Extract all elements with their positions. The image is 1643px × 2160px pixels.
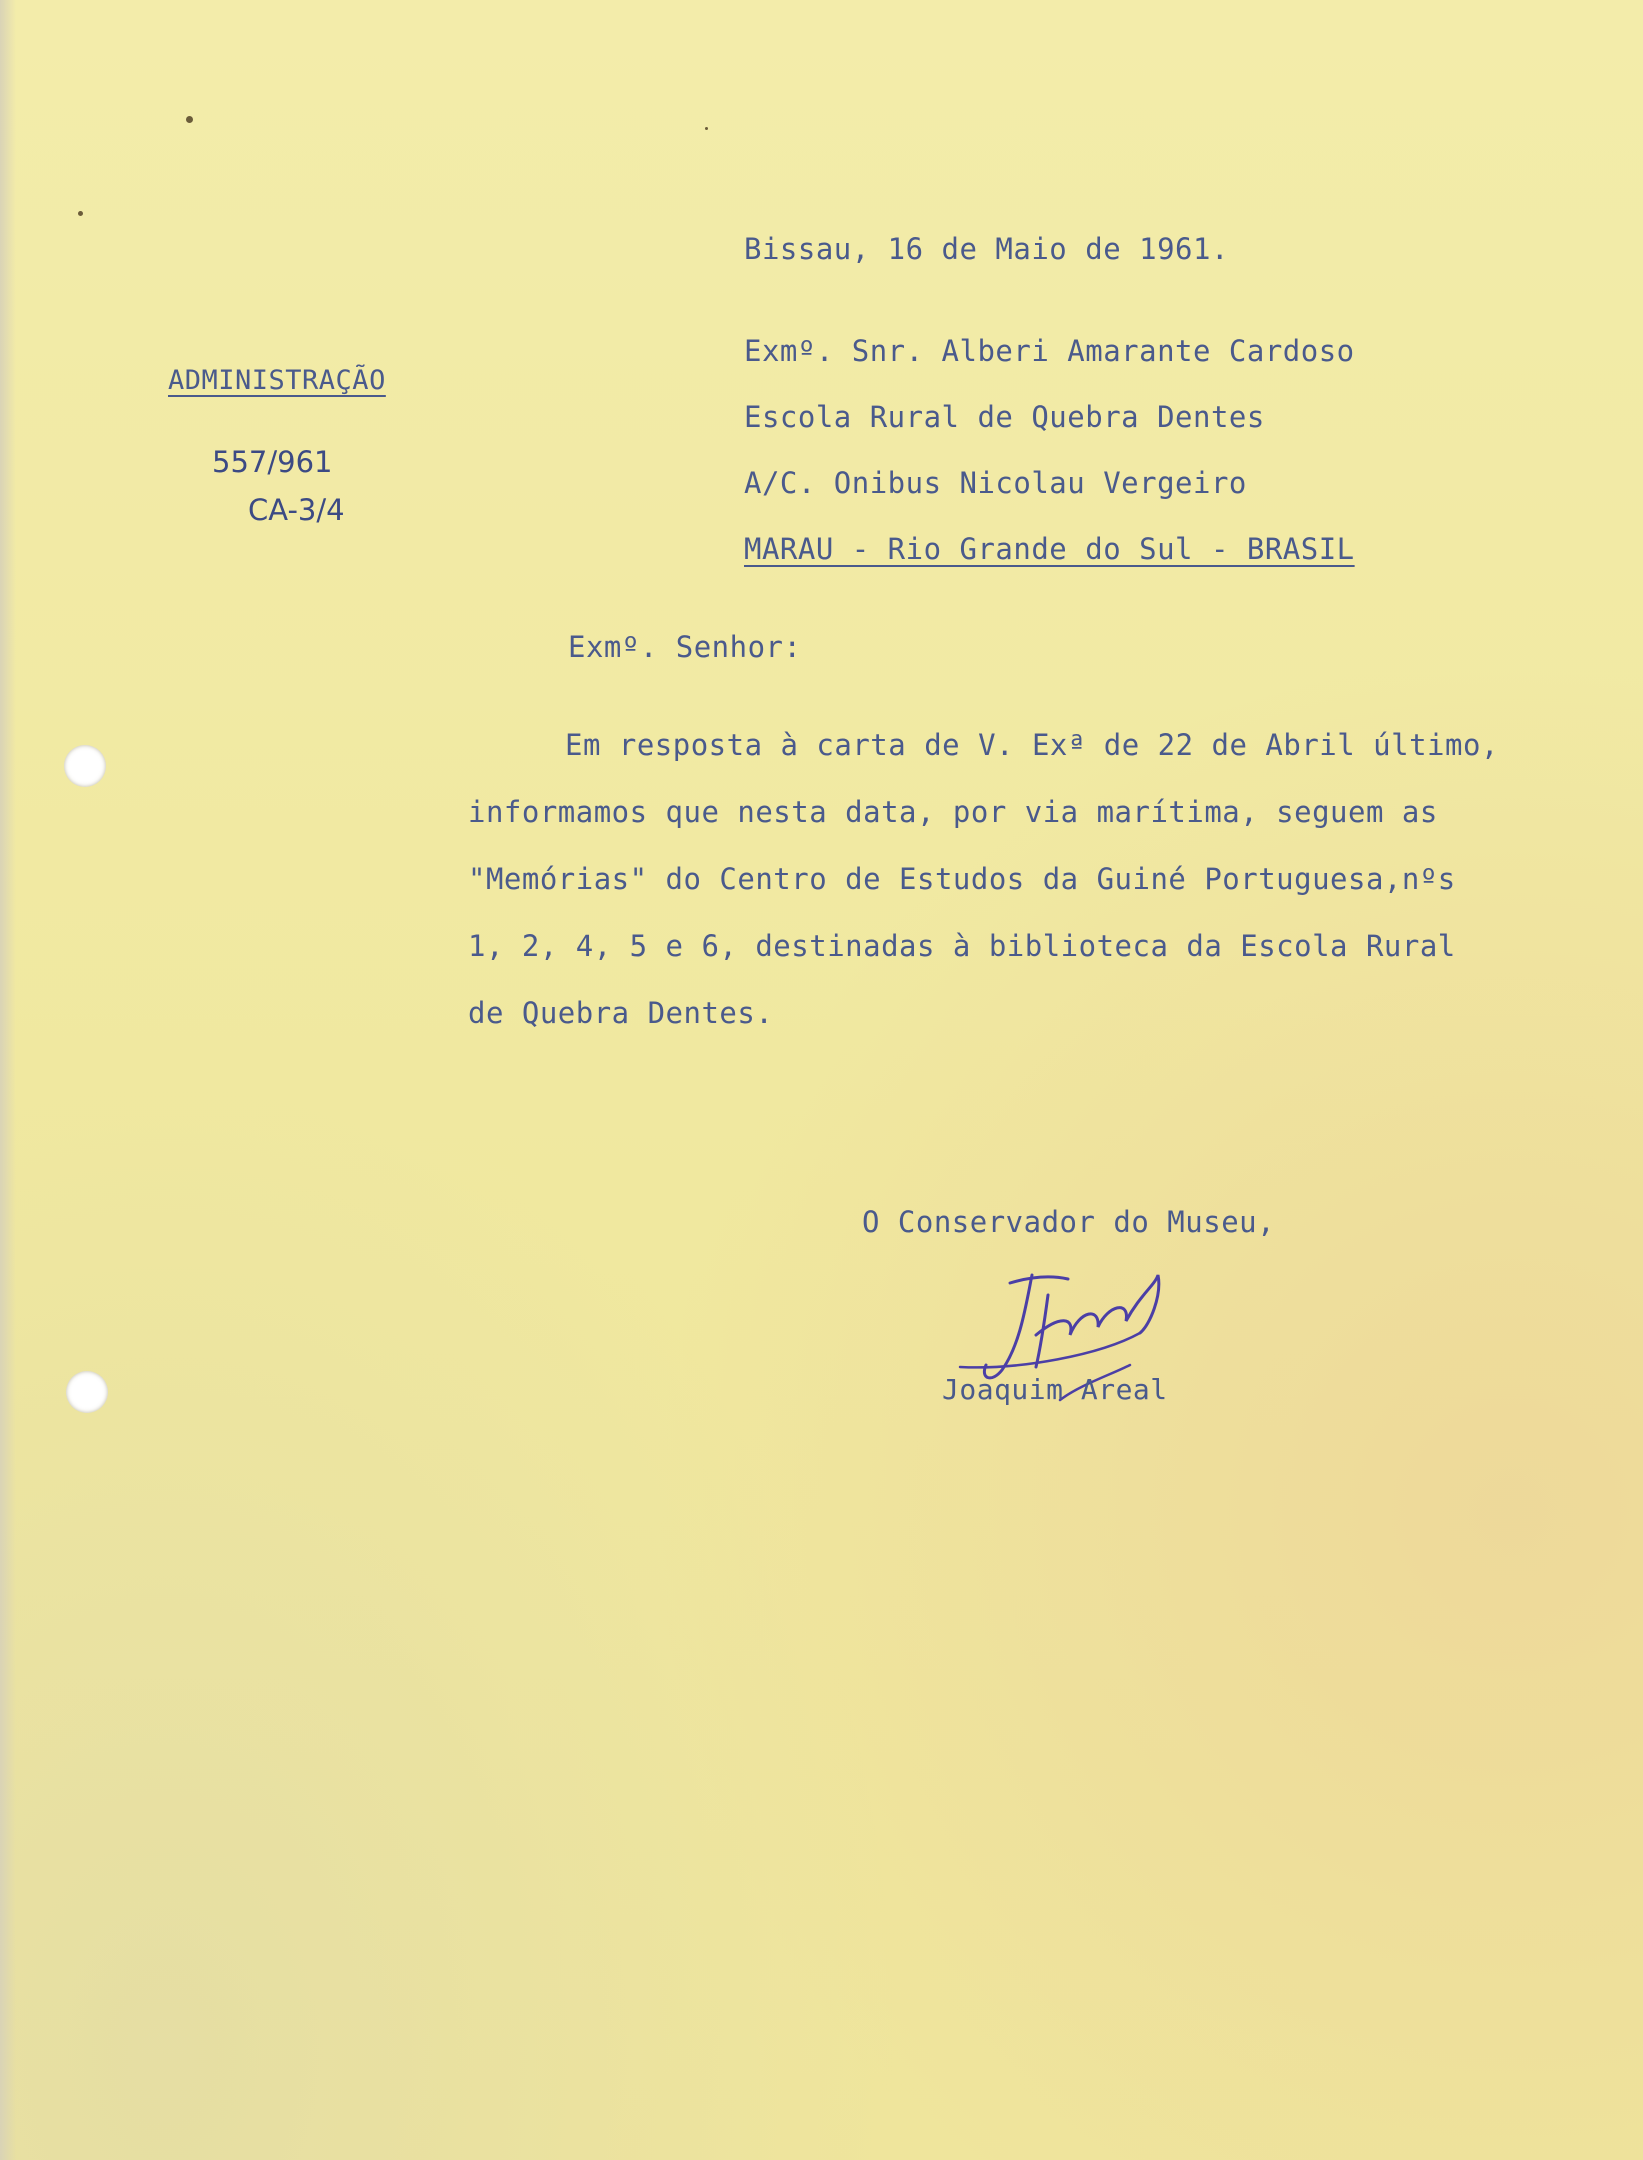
recipient-line-3: A/C. Onibus Nicolau Vergeiro	[744, 466, 1247, 500]
reference-code: CA-3/4	[248, 493, 345, 527]
punch-hole-bottom	[66, 1371, 108, 1413]
recipient-line-2: Escola Rural de Quebra Dentes	[744, 400, 1265, 434]
body-line-4: 1, 2, 4, 5 e 6, destinadas à biblioteca da Escola Rural	[468, 929, 1456, 963]
body-line-5: de Quebra Dentes.	[468, 996, 774, 1030]
body-line-1: Em resposta à carta de V. Exª de 22 de Abril último,	[565, 728, 1499, 762]
place-date: Bissau, 16 de Maio de 1961.	[744, 232, 1229, 266]
paper-fleck	[705, 127, 708, 130]
recipient-line-4: MARAU - Rio Grande do Sul - BRASIL	[744, 532, 1355, 566]
salutation: Exmº. Senhor:	[568, 630, 802, 664]
body-line-3: "Memórias" do Centro de Estudos da Guiné Portuguesa,nºs	[468, 862, 1456, 896]
paper-fleck	[78, 211, 83, 216]
department-stamp: ADMINISTRAÇÃO	[168, 365, 386, 396]
paper-edge-shadow	[0, 0, 16, 2160]
reference-number: 557/961	[212, 445, 333, 479]
paper-fleck	[186, 116, 193, 123]
closing: O Conservador do Museu,	[862, 1205, 1276, 1239]
recipient-line-1: Exmº. Snr. Alberi Amarante Cardoso	[744, 334, 1355, 368]
body-line-2: informamos que nesta data, por via marítima, seguem as	[468, 795, 1438, 829]
punch-hole-top	[64, 745, 106, 787]
signature-name: Joaquim Areal	[942, 1373, 1168, 1406]
